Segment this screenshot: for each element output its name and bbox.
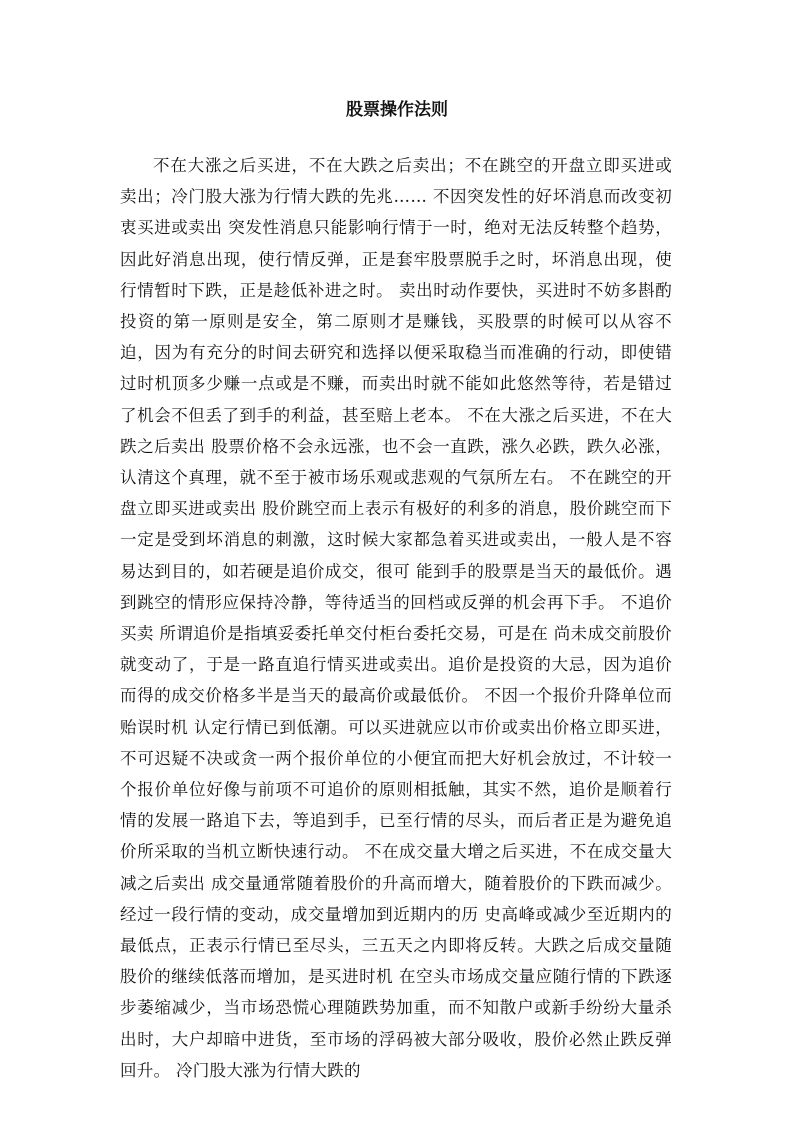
document-title: 股票操作法则 [346, 100, 448, 120]
document-body: 不在大涨之后买进，不在大跌之后卖出；不在跳空的开盘立即买进或卖出；冷门股大涨为行情大跌的先兆…… 不因突发性的好坏消息而改变初衷买进或卖出 突发性消息只能影响行情于一时，绝对无法反转整个趋势，因此好消息出现，使行情反弹，正是套牢股票脱手之时，坏消息出现，使行情暂时下跌，正是趁低补进之时。 卖出时动作要快，买进时不妨多斟酌 投资的第一原则是安全，第二原则才是赚钱，买股票的时候可以从容不迫，因为有充分的时间去研究和选择以便采取稳当而准确的行动，即使错过时机顶多少赚一点或是不赚，而卖出时就不能如此悠然等待，若是错过了机会不但丢了到手的利益，甚至赔上老本。 不在大涨之后买进，不在大跌之后卖出 股票价格不会永远涨，也不会一直跌，涨久必跌，跌久必涨，认清这个真理，就不至于被市场乐观或悲观的气氛所左右。 不在跳空的开盘立即买进或卖出 股价跳空而上表示有极好的利多的消息，股价跳空而下一定是受到坏消息的刺激，这时候大家都急着买进或卖出，一般人是不容易达到目的，如若硬是追价成交，很可 能到手的股票是当天的最低价。遇到跳空的情形应保持冷静，等待适当的回档或反弹的机会再下手。 不追价买卖 所谓追价是指填妥委托单交付柜台委托交易，可是在 尚未成交前股价就变动了，于是一路直追行情买进或卖出。追价是投资的大忌，因为追价而得的成交价格多半是当天的最高价或最低价。 不因一个报价升降单位而贻误时机 认定行情已到低潮。可以买进就应以市价或卖出价格立即买进，不可迟疑不决或贪一两个报价单位的小便宜而把大好机会放过，不计较一个报价单位好像与前项不可追价的原则相抵触，其实不然，追价是顺着行情的发展一路追下去，等追到手，已至行情的尽头，而后者正是为避免追价所采取的当机立断快速行动。 不在成交量大增之后买进，不在成交量大减之后卖出 成交量通常随着股价的升高而增大，随着股价的下跌而减少。经过一段行情的变动，成交量增加到近期内的历 史高峰或减少至近期内的最低点，正表示行情已至尽头，三五天之内即将反转。大跌之后成交量随股价的继续低落而增加，是买进时机 在空头市场成交量应随行情的下跌逐步萎缩减少，当市场恐慌心理随跌势加重，而不知散户或新手纷纷大量杀出时，大户却暗中进货，至市场的浮码被大部分吸收，股价必然止跌反弹回升。 冷门股大涨为行情大跌的 [120, 156, 672, 1080]
